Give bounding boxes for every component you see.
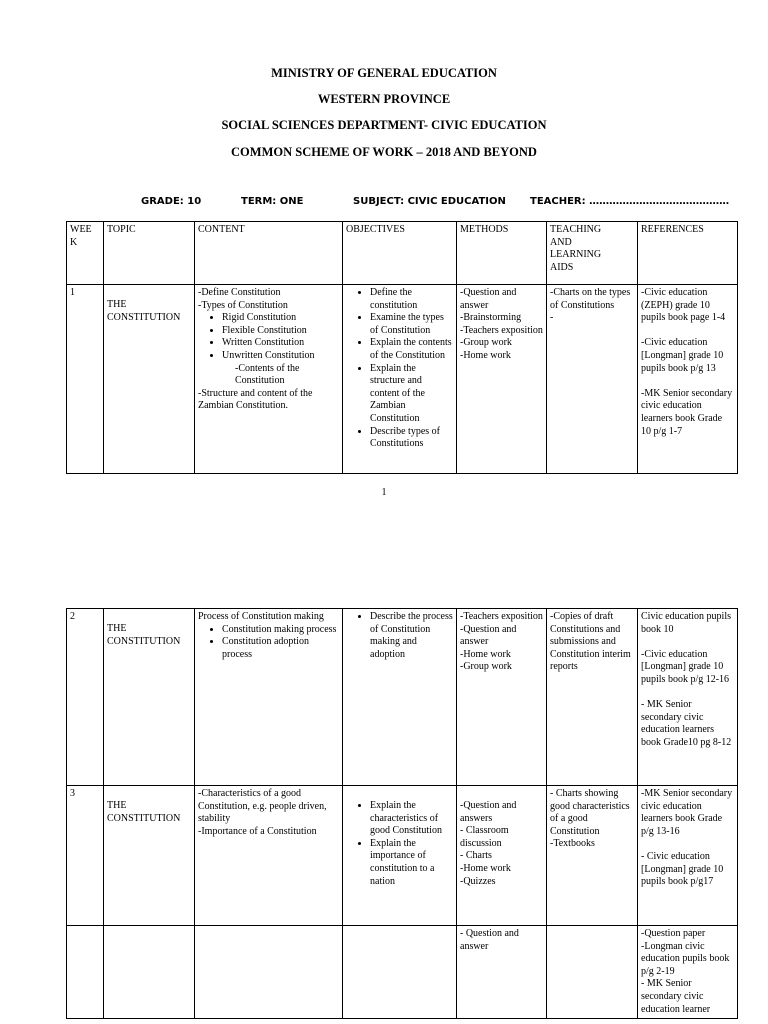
content-text: -Structure and content of the Zambian Constitution.: [198, 387, 313, 412]
content-bullet-list: [198, 624, 339, 662]
week-cell: 1: [67, 285, 104, 474]
list-item: • Constitution adoption process: [222, 636, 339, 661]
header-aids: TEACHING AND LEARNING AIDS: [547, 222, 638, 285]
page-number: 1: [381, 487, 387, 498]
objectives-list: [346, 287, 453, 451]
objectives-cell: [343, 285, 457, 474]
header-objectives: OBJECTIVES: [343, 222, 457, 285]
list-item: • Flexible Constitution: [222, 325, 339, 338]
content-cell: [195, 609, 343, 786]
scheme-table-page-2: [66, 608, 738, 1019]
methods-cell: -Question and answer -Brainstorming -Teachers exposition -Group work -Home work: [457, 285, 547, 474]
subject-label: SUBJECT: CIVIC EDUCATION: [353, 196, 506, 207]
aids-cell: [547, 926, 638, 1019]
table-header-row: [67, 222, 738, 285]
content-text: -Define Constitution -Types of Constitution: [198, 287, 288, 311]
content-text: Process of Constitution making: [198, 611, 324, 622]
objectives-cell: [343, 609, 457, 786]
teacher-label: TEACHER: ……………………………………: [530, 196, 730, 207]
header-references: REFERENCES: [638, 222, 738, 285]
list-item: • Define the constitution: [370, 287, 453, 312]
objectives-cell: [343, 786, 457, 926]
topic-cell: THE CONSTITUTION: [104, 609, 195, 786]
aids-cell: -Charts on the types of Constitutions -: [547, 285, 638, 474]
content-subtext: -Contents of the Constitution: [235, 362, 300, 387]
list-item: • Unwritten Constitution: [222, 350, 339, 363]
topic-cell: THE CONSTITUTION: [104, 285, 195, 474]
references-cell: -MK Senior secondary civic education learners book Grade p/g 13-16 - Civic education [Longman] grade 10 pupils book p/g17: [638, 786, 738, 926]
list-item: • Describe types of Constitutions: [370, 426, 453, 451]
table-row: [67, 786, 738, 926]
list-item: • Describe the process of Constitution making and adoption: [370, 611, 453, 661]
header-topic: TOPIC: [104, 222, 195, 285]
list-item: • Explain the structure and content of the Zambian Constitution: [370, 363, 453, 426]
objectives-list: [346, 611, 453, 661]
aids-cell: -Copies of draft Constitutions and submissions and Constitution interim reports: [547, 609, 638, 786]
table-row: [67, 609, 738, 786]
references-cell: Civic education pupils book 10 -Civic education [Longman] grade 10 pupils book p/g 12-16 - MK Senior secondary civic education learners book Grade10 pg 8-12: [638, 609, 738, 786]
topic-cell: THE CONSTITUTION: [104, 786, 195, 926]
list-item: • Written Constitution: [222, 337, 339, 350]
week-cell: [67, 926, 104, 1019]
list-item: • Rigid Constitution: [222, 312, 339, 325]
term-label: TERM: ONE: [241, 196, 304, 207]
table-row: [67, 926, 738, 1019]
methods-cell: -Teachers exposition -Question and answer -Home work -Group work: [457, 609, 547, 786]
methods-cell: - Question and answer: [457, 926, 547, 1019]
table-row: [67, 285, 738, 474]
content-cell: [195, 926, 343, 1019]
content-bullet-list: [198, 312, 339, 362]
header-methods: METHODS: [457, 222, 547, 285]
scheme-title: COMMON SCHEME OF WORK – 2018 AND BEYOND: [231, 145, 537, 159]
content-cell: -Characteristics of a good Constitution, e.g. people driven, stability -Importance of a Constitution: [195, 786, 343, 926]
references-cell: -Civic education (ZEPH) grade 10 pupils book page 1-4 -Civic education [Longman] grade 10 pupils book p/g 13 -MK Senior secondary civic education learners book Grade 10 p/g 1-7: [638, 285, 738, 474]
list-item: • Explain the characteristics of good Constitution: [370, 800, 453, 838]
ministry-title: MINISTRY OF GENERAL EDUCATION: [271, 66, 497, 80]
list-item: • Examine the types of Constitution: [370, 312, 453, 337]
methods-cell: -Question and answers - Classroom discussion - Charts -Home work -Quizzes: [457, 786, 547, 926]
grade-label: GRADE: 10: [141, 196, 202, 207]
aids-cell: - Charts showing good characteristics of a good Constitution -Textbooks: [547, 786, 638, 926]
references-cell: -Question paper -Longman civic education pupils book p/g 2-19 - MK Senior secondary civic education learner: [638, 926, 738, 1019]
topic-cell: [104, 926, 195, 1019]
header-week: WEE K: [67, 222, 104, 285]
list-item: • Constitution making process: [222, 624, 339, 637]
province-title: WESTERN PROVINCE: [317, 92, 451, 106]
list-item: • Explain the contents of the Constitution: [370, 337, 453, 362]
objectives-list: [346, 800, 453, 888]
content-cell: [195, 285, 343, 474]
week-cell: 2: [67, 609, 104, 786]
list-item: • Explain the importance of constitution to a nation: [370, 838, 453, 888]
scheme-table-page-1: [66, 221, 738, 474]
department-title: SOCIAL SCIENCES DEPARTMENT- CIVIC EDUCATION: [221, 118, 547, 132]
week-cell: 3: [67, 786, 104, 926]
objectives-cell: [343, 926, 457, 1019]
header-content: CONTENT: [195, 222, 343, 285]
